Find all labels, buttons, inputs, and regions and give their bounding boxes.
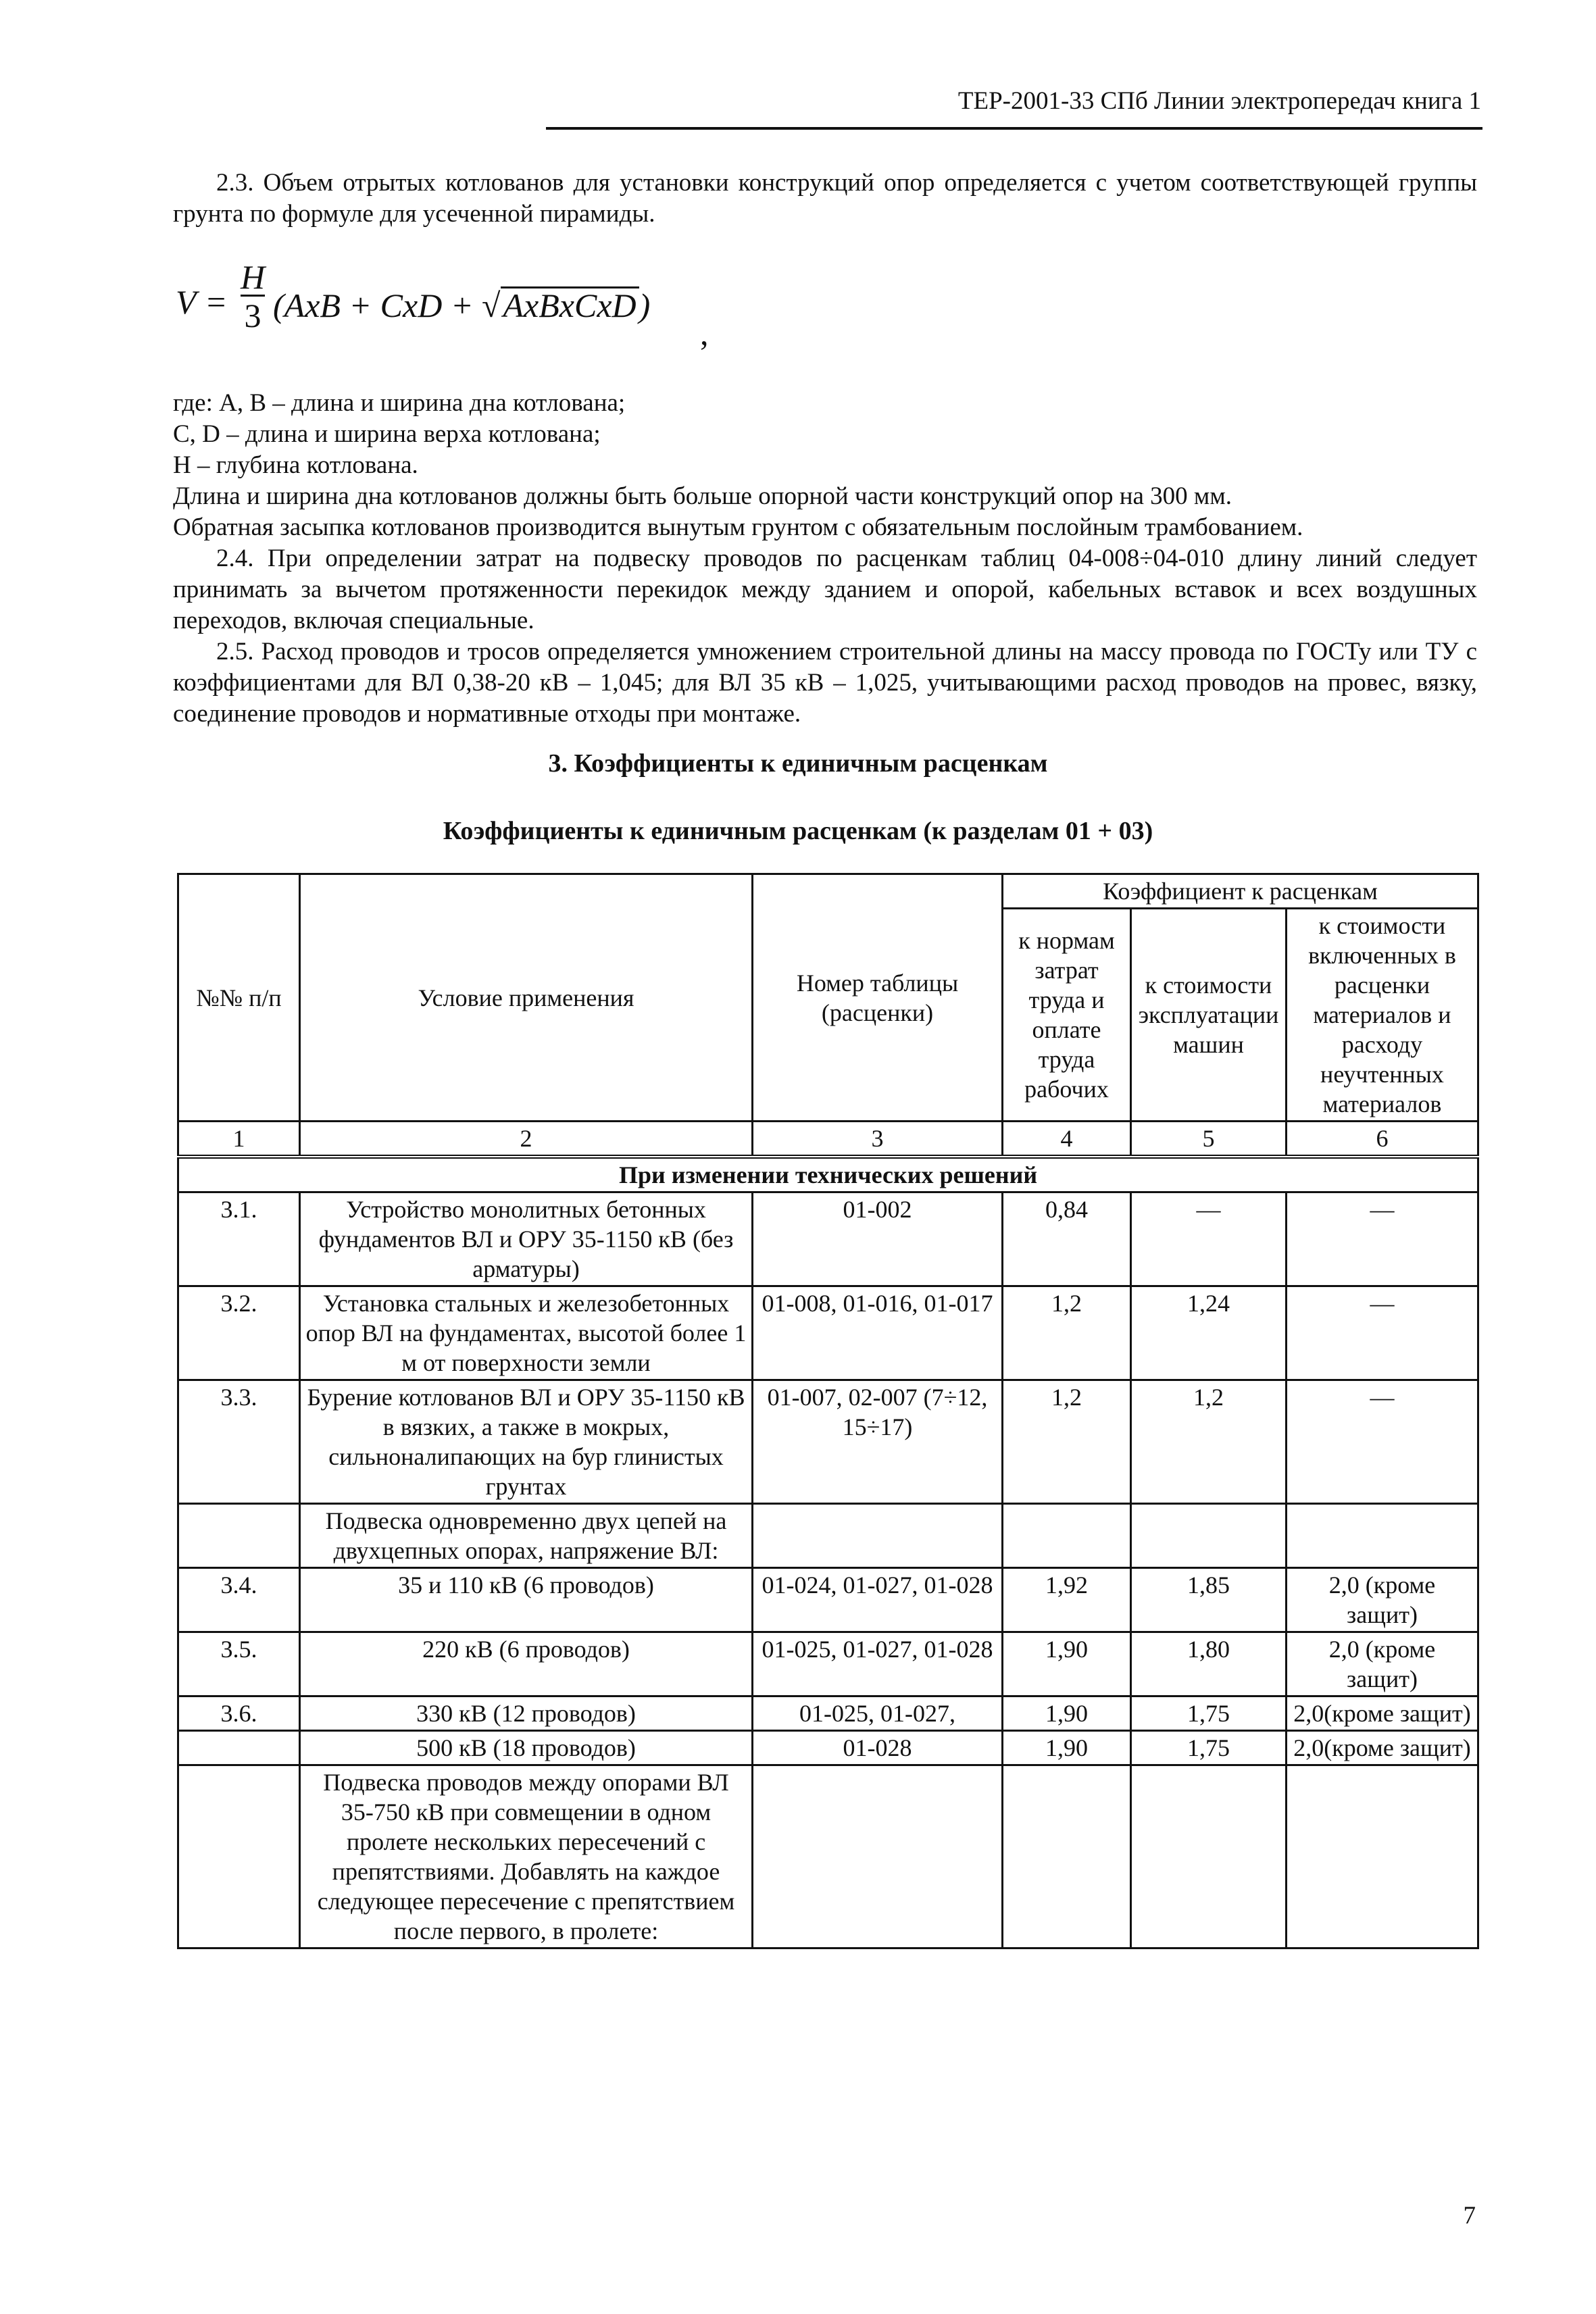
- body-text: [173, 168, 1477, 730]
- formula-fraction: [239, 259, 266, 334]
- row-k-labor: 1,90: [1003, 1632, 1131, 1696]
- backfill-note: Обратная засыпка котлованов производится вынутым грунтом с обязательным послойным трамбованием.: [173, 513, 1303, 541]
- formula-trailing-comma: ,: [700, 314, 709, 352]
- row-k-materials: 2,0 (кроме защит): [1287, 1568, 1478, 1632]
- row-k-machines: —: [1131, 1192, 1287, 1286]
- coefficients-table: [177, 873, 1479, 1949]
- column-number: 3: [753, 1122, 1003, 1157]
- row-number: 3.6.: [178, 1696, 300, 1731]
- formula-numerator: H: [240, 258, 266, 296]
- row-table-ref: 01-002: [753, 1192, 1003, 1286]
- row-k-labor: 1,90: [1003, 1731, 1131, 1765]
- row-number: [178, 1504, 300, 1568]
- column-number: 4: [1003, 1122, 1131, 1157]
- section-row-label: При изменении технических решений: [178, 1157, 1478, 1192]
- row-number: 3.3.: [178, 1380, 300, 1504]
- table-row: [178, 1765, 1478, 1948]
- row-k-machines: 1,75: [1131, 1696, 1287, 1731]
- row-k-labor: 1,92: [1003, 1568, 1131, 1632]
- where-line-2: С, D – длина и ширина верха котлована;: [173, 420, 601, 448]
- header-labor-coef: к нормам затрат труда и оплате труда рабочих: [1003, 909, 1131, 1122]
- row-table-ref: 01-024, 01-027, 01-028: [753, 1568, 1003, 1632]
- row-k-labor: 0,84: [1003, 1192, 1131, 1286]
- row-k-materials: —: [1287, 1380, 1478, 1504]
- dimensions-note: Длина и ширина дна котлованов должны быть больше опорной части конструкций опор на 300 мм.: [173, 482, 1232, 510]
- truncated-pyramid-formula: [174, 259, 1477, 361]
- row-k-materials: [1287, 1765, 1478, 1948]
- row-k-machines: 1,85: [1131, 1568, 1287, 1632]
- table-row: [178, 1632, 1478, 1696]
- header-condition: Условие применения: [300, 874, 753, 1122]
- row-k-materials: 2,0(кроме защит): [1287, 1731, 1478, 1765]
- row-condition: Подвеска проводов между опорами ВЛ 35-750 кВ при совмещении в одном пролете нескольких пересечений с препятствиями. Добавлять на каждое следующее пересечение с препятствием после первого, в пролете:: [300, 1765, 753, 1948]
- table-row: [178, 1286, 1478, 1380]
- table-row: [178, 1192, 1478, 1286]
- row-k-machines: 1,80: [1131, 1632, 1287, 1696]
- section-row: [178, 1157, 1478, 1192]
- header-materials-coef: к стоимости включенных в расценки материалов и расходу неучтенных материалов: [1287, 909, 1478, 1122]
- where-line-3: Н – глубина котлована.: [173, 451, 418, 479]
- row-condition: Подвеска одновременно двух цепей на двухцепных опорах, напряжение ВЛ:: [300, 1504, 753, 1568]
- row-k-machines: [1131, 1765, 1287, 1948]
- row-k-machines: 1,24: [1131, 1286, 1287, 1380]
- row-number: [178, 1765, 300, 1948]
- column-number: 2: [300, 1122, 753, 1157]
- row-condition: 35 и 110 кВ (6 проводов): [300, 1568, 753, 1632]
- row-k-materials: —: [1287, 1192, 1478, 1286]
- row-table-ref: 01-025, 01-027, 01-028: [753, 1632, 1003, 1696]
- header-machines-coef: к стоимости эксплуатации машин: [1131, 909, 1287, 1122]
- where-line-1: где: А, В – длина и ширина дна котлована;: [173, 389, 626, 417]
- row-number: 3.2.: [178, 1286, 300, 1380]
- row-k-labor: [1003, 1504, 1131, 1568]
- row-condition: Установка стальных и железобетонных опор ВЛ на фундаментах, высотой более 1 м от поверхности земли: [300, 1286, 753, 1380]
- header-number: №№ п/п: [178, 874, 300, 1122]
- row-number: [178, 1731, 300, 1765]
- row-table-ref: [753, 1765, 1003, 1948]
- column-number: 5: [1131, 1122, 1287, 1157]
- column-number: 6: [1287, 1122, 1478, 1157]
- table-row: [178, 1731, 1478, 1765]
- row-table-ref: 01-028: [753, 1731, 1003, 1765]
- column-number-row: [178, 1122, 1478, 1157]
- row-condition: 220 кВ (6 проводов): [300, 1632, 753, 1696]
- paragraph-2-5: 2.5. Расход проводов и тросов определяется умножением строительной длины на массу провода по ГОСТу или ТУ с коэффициентами для ВЛ 0,38-20 кВ – 1,045; для ВЛ 35 кВ – 1,025, учитывающими расход проводов на провес, вязку, соединение проводов и нормативные отходы при монтаже.: [173, 638, 1477, 728]
- running-header: ТЕР-2001-33 СПб Линии электропередач книга 1: [957, 87, 1481, 115]
- row-condition: 500 кВ (18 проводов): [300, 1731, 753, 1765]
- row-k-machines: 1,75: [1131, 1731, 1287, 1765]
- row-k-labor: 1,2: [1003, 1286, 1131, 1380]
- page-number: 7: [1463, 2202, 1476, 2230]
- row-k-labor: 1,90: [1003, 1696, 1131, 1731]
- formula-radicand: AxBxCxD: [501, 286, 639, 322]
- formula-expression: [273, 286, 650, 322]
- paragraph-2-3: 2.3. Объем отрытых котлованов для установки конструкций опор определяется с учетом соответствующей группы грунта по формуле для усеченной пирамиды.: [173, 169, 1477, 228]
- row-k-materials: 2,0(кроме защит): [1287, 1696, 1478, 1731]
- formula-expr-open: (AxB + CxD + √: [273, 286, 501, 324]
- formula-expr-close: ): [639, 286, 651, 324]
- row-k-machines: [1131, 1504, 1287, 1568]
- table-row: [178, 1568, 1478, 1632]
- row-k-materials: [1287, 1504, 1478, 1568]
- row-table-ref: 01-007, 02-007 (7÷12, 15÷17): [753, 1380, 1003, 1504]
- row-table-ref: 01-008, 01-016, 01-017: [753, 1286, 1003, 1380]
- row-k-labor: 1,2: [1003, 1380, 1131, 1504]
- row-k-labor: [1003, 1765, 1131, 1948]
- paragraph-2-4: 2.4. При определении затрат на подвеску проводов по расценкам таблиц 04-008÷04-010 длину линий следует принимать за вычетом протяженности перекидок между зданием и опорой, кабельных вставок и всех воздушных переходов, включая специальные.: [173, 545, 1477, 634]
- header-table-number: Номер таблицы (расценки): [753, 874, 1003, 1122]
- formula-equals: =: [207, 283, 226, 321]
- formula-lhs: V: [176, 283, 197, 321]
- table-row: [178, 1380, 1478, 1504]
- table-row: [178, 1696, 1478, 1731]
- row-k-materials: —: [1287, 1286, 1478, 1380]
- header-rule: [546, 127, 1482, 130]
- row-table-ref: [753, 1504, 1003, 1568]
- row-table-ref: 01-025, 01-027,: [753, 1696, 1003, 1731]
- table-title: Коэффициенты к единичным расценкам (к разделам 01 + 03): [443, 817, 1153, 845]
- header-coefficient-group: Коэффициент к расценкам: [1003, 874, 1478, 909]
- row-k-machines: 1,2: [1131, 1380, 1287, 1504]
- formula-denominator: 3: [244, 297, 261, 334]
- row-number: 3.5.: [178, 1632, 300, 1696]
- row-condition: Бурение котлованов ВЛ и ОРУ 35-1150 кВ в вязких, а также в мокрых, сильноналипающих на бур глинистых грунтах: [300, 1380, 753, 1504]
- row-number: 3.4.: [178, 1568, 300, 1632]
- row-condition: Устройство монолитных бетонных фундаментов ВЛ и ОРУ 35-1150 кВ (без арматуры): [300, 1192, 753, 1286]
- column-number: 1: [178, 1122, 300, 1157]
- table-row: [178, 1504, 1478, 1568]
- row-k-materials: 2,0 (кроме защит): [1287, 1632, 1478, 1696]
- row-condition: 330 кВ (12 проводов): [300, 1696, 753, 1731]
- table-header-row-1: [178, 874, 1478, 909]
- section-title: 3. Коэффициенты к единичным расценкам: [548, 749, 1048, 778]
- row-number: 3.1.: [178, 1192, 300, 1286]
